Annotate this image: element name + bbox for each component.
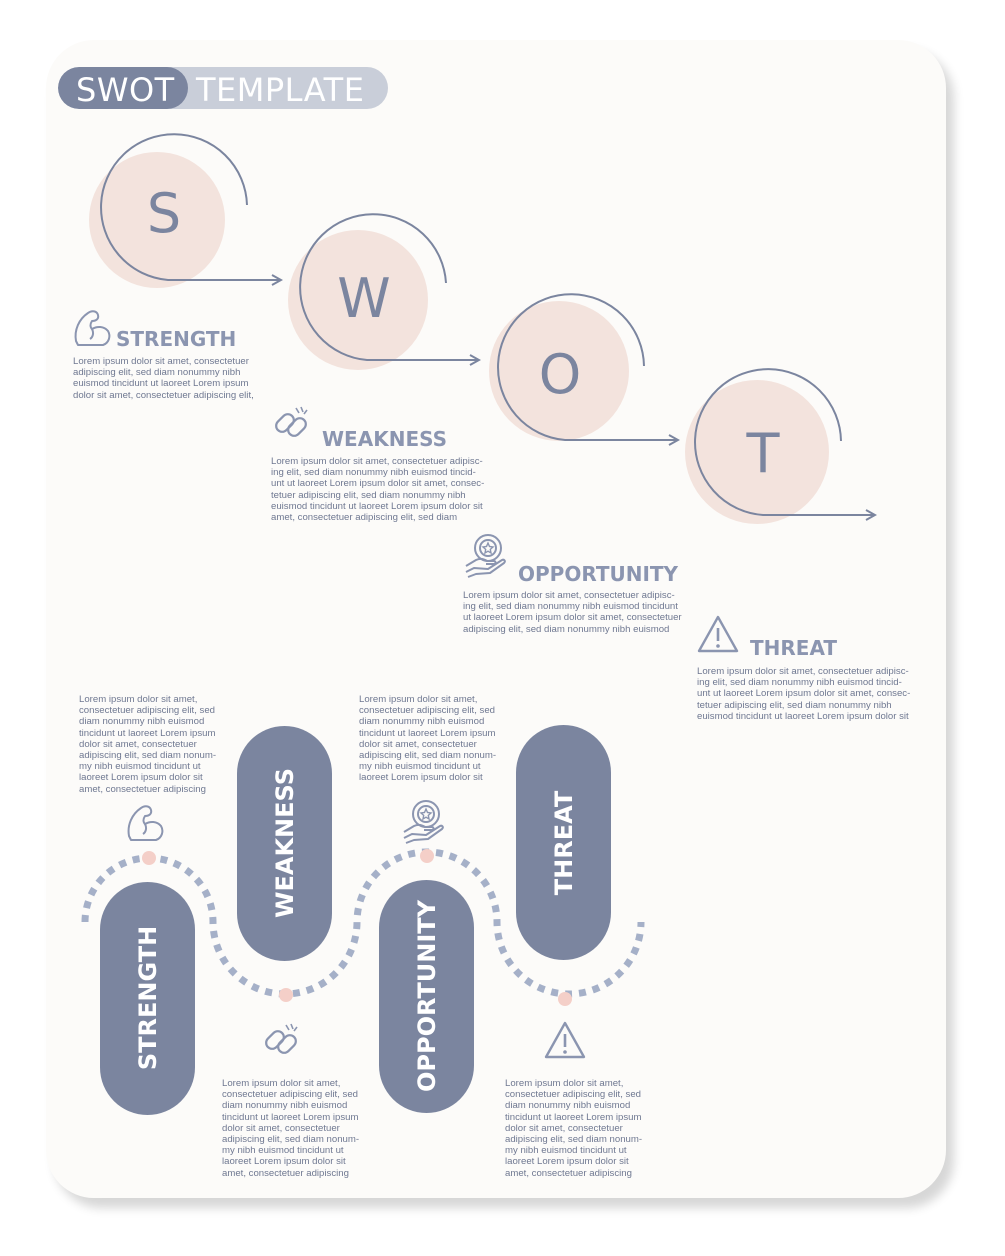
text-line: Lorem ipsum dolor sit amet, consectetuer: [73, 356, 249, 367]
text-line: consectetuer adipiscing elit, sed: [505, 1089, 641, 1101]
text-line: euismod tincidunt ut laoreet Lorem ipsum dolor sit: [697, 710, 909, 722]
text-line: diam nonummy nibh euismod: [222, 1100, 348, 1112]
text-line: dolor sit amet, consectetuer: [359, 738, 477, 750]
text-line: tetuer adipiscing elit, sed diam nonummy nibh: [697, 699, 892, 711]
letter-t: T: [746, 422, 780, 485]
title-word-template: TEMPLATE: [196, 71, 365, 109]
text-line: ut laoreet Lorem ipsum dolor sit amet, consectetuer: [463, 612, 682, 624]
title-word-swot: SWOT: [76, 71, 175, 109]
text-line: laoreet Lorem ipsum dolor sit: [359, 772, 483, 784]
text-line: tincidunt ut laoreet Lorem ipsum: [505, 1111, 642, 1123]
text-line: Lorem ipsum dolor sit amet,: [505, 1078, 624, 1089]
text-line: amet, consectetuer adipiscing elit, sed diam: [271, 512, 458, 524]
pill-label-threat: THREAT: [550, 790, 578, 896]
text-line: laoreet Lorem ipsum dolor sit: [222, 1156, 346, 1168]
letter-w: W: [337, 267, 391, 330]
bottom-paragraph-opportunity: [359, 694, 496, 784]
text-line: Lorem ipsum dolor sit amet, consectetuer adipisc-: [463, 590, 675, 601]
text-line: tincidunt ut laoreet Lorem ipsum: [359, 727, 496, 739]
text-line: ing elit, sed diam nonummy nibh euismod tincidunt: [463, 601, 678, 613]
text-line: Lorem ipsum dolor sit amet,: [359, 694, 478, 705]
text-line: adipiscing elit, sed diam nonum-: [505, 1134, 643, 1146]
heading-strength: STRENGTH: [116, 327, 237, 351]
text-line: tincidunt ut laoreet Lorem ipsum: [79, 727, 216, 739]
pill-opportunity: [379, 880, 474, 1113]
text-line: Lorem ipsum dolor sit amet,: [222, 1078, 341, 1089]
text-line: dolor sit amet, consectetuer: [79, 738, 197, 750]
pill-label-weakness: WEAKNESS: [271, 767, 299, 919]
swot-step-w: [288, 214, 478, 370]
letter-o: O: [538, 343, 582, 406]
swot-step-t: [685, 369, 874, 524]
text-line: Lorem ipsum dolor sit amet,: [79, 694, 198, 705]
text-line: adipiscing elit, sed diam nonum-: [359, 750, 497, 762]
wave-dot-2: [279, 988, 293, 1002]
pill-strength: [100, 882, 195, 1115]
heading-weakness: WEAKNESS: [322, 427, 448, 451]
text-line: amet, consectetuer adipiscing: [79, 783, 206, 795]
text-line: amet, consectetuer adipiscing: [222, 1167, 349, 1179]
text-line: tetuer adipiscing elit, sed diam nonummy nibh: [271, 489, 466, 501]
wave-dot-4: [558, 992, 572, 1006]
text-line: dolor sit amet, consectetuer: [505, 1122, 623, 1134]
text-line: adipiscing elit, sed diam nonum-: [222, 1134, 360, 1146]
text-line: amet, consectetuer adipiscing: [505, 1167, 632, 1179]
text-line: laoreet Lorem ipsum dolor sit: [505, 1156, 629, 1168]
heading-opportunity: OPPORTUNITY: [518, 562, 679, 586]
swot-step-s: [89, 134, 280, 288]
text-line: dolor sit amet, consectetuer adipiscing elit,: [73, 389, 254, 401]
text-line: my nibh euismod tincidunt ut: [359, 761, 481, 773]
text-line: Lorem ipsum dolor sit amet, consectetuer adipisc-: [271, 456, 483, 467]
pill-threat: [516, 725, 611, 960]
text-line: consectetuer adipiscing elit, sed: [359, 705, 495, 717]
flexed-arm-icon-bottom: [129, 806, 163, 840]
text-line: my nibh euismod tincidunt ut: [505, 1145, 627, 1157]
text-line: unt ut laoreet Lorem ipsum dolor sit amet, consec-: [271, 478, 485, 490]
text-line: Lorem ipsum dolor sit amet, consectetuer adipisc-: [697, 666, 909, 677]
text-line: adipiscing elit, sed diam nonum-: [79, 750, 217, 762]
text-line: diam nonummy nibh euismod: [79, 716, 205, 728]
wave-dot-3: [420, 849, 434, 863]
text-line: ing elit, sed diam nonummy nibh euismod tincid-: [697, 677, 902, 689]
target-hand-icon: [466, 535, 505, 577]
bottom-paragraph-weakness: [222, 1078, 359, 1179]
text-line: consectetuer adipiscing elit, sed: [79, 705, 215, 717]
warning-icon-bottom: [546, 1023, 584, 1057]
text-line: ing elit, sed diam nonummy nibh euismod tincid-: [271, 467, 476, 479]
letter-s: S: [146, 182, 182, 245]
pill-label-strength: STRENGTH: [134, 925, 162, 1071]
text-line: euismod tincidunt ut laoreet Lorem ipsum: [73, 378, 249, 390]
broken-chain-icon-bottom: [264, 1024, 299, 1055]
bottom-paragraph-threat: [505, 1078, 642, 1179]
text-line: tincidunt ut laoreet Lorem ipsum: [222, 1111, 359, 1123]
text-line: unt ut laoreet Lorem ipsum dolor sit amet, consec-: [697, 688, 911, 700]
text-line: my nibh euismod tincidunt ut: [222, 1145, 344, 1157]
text-line: adipiscing elit, sed diam nonummy nibh: [73, 367, 241, 379]
text-line: my nibh euismod tincidunt ut: [79, 761, 201, 773]
paragraph-threat: [697, 666, 910, 722]
wave-dot-1: [142, 851, 156, 865]
text-line: consectetuer adipiscing elit, sed: [222, 1089, 358, 1101]
flexed-arm-icon: [76, 311, 110, 345]
pill-label-opportunity: OPPORTUNITY: [413, 899, 441, 1093]
broken-chain-icon: [274, 407, 309, 438]
text-line: laoreet Lorem ipsum dolor sit: [79, 772, 203, 784]
text-line: diam nonummy nibh euismod: [359, 716, 485, 728]
text-line: euismod tincidunt ut laoreet Lorem ipsum dolor sit: [271, 500, 483, 512]
heading-threat: THREAT: [750, 636, 838, 660]
swot-step-o: [489, 294, 677, 441]
text-line: dolor sit amet, consectetuer: [222, 1122, 340, 1134]
text-line: diam nonummy nibh euismod: [505, 1100, 631, 1112]
pill-weakness: [237, 726, 332, 961]
target-hand-icon-bottom: [404, 801, 443, 843]
text-line: adipiscing elit, sed diam nonummy nibh euismod: [463, 623, 670, 635]
paragraph-weakness: [271, 456, 484, 523]
warning-icon: [699, 617, 737, 651]
paragraph-strength: [73, 356, 254, 401]
paragraph-opportunity: [463, 590, 682, 635]
bottom-paragraph-strength: [79, 694, 216, 795]
